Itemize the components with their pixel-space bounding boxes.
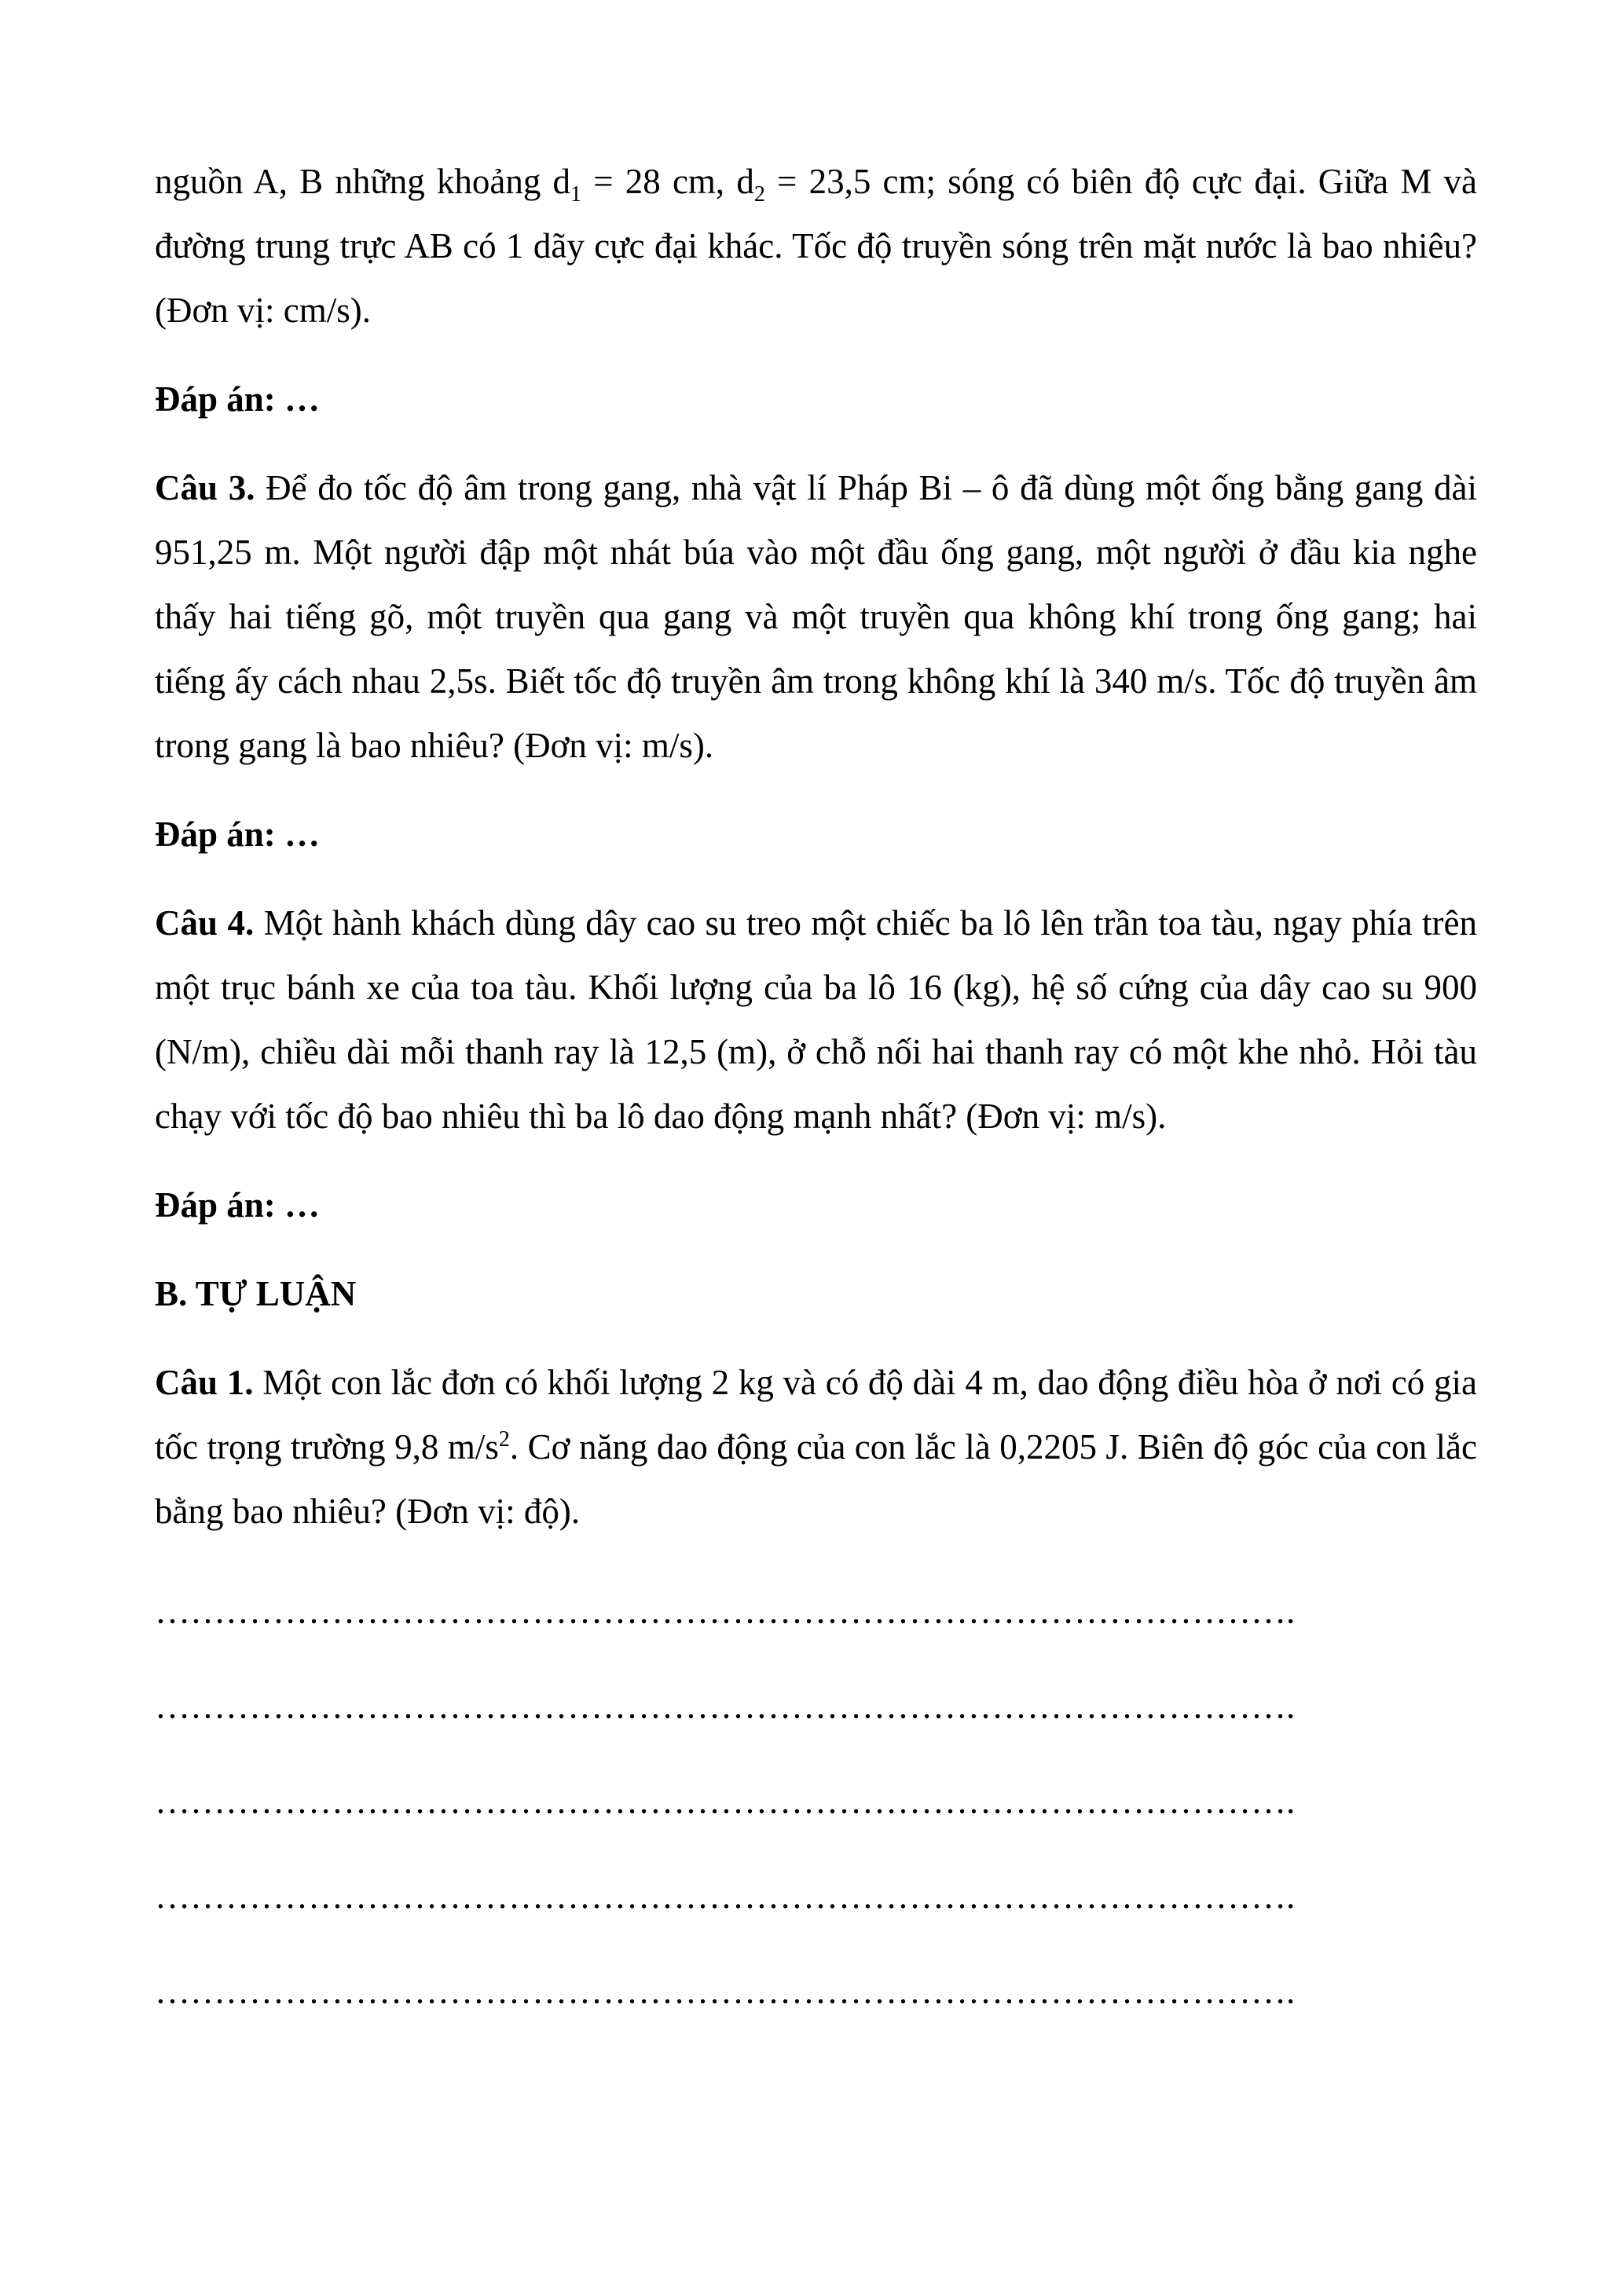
answer-line-q4: Đáp án: … bbox=[155, 1185, 321, 1225]
q2-text-a: nguồn A, B những khoảng d bbox=[155, 162, 571, 201]
question-2-continuation bbox=[155, 149, 1477, 342]
question-3 bbox=[155, 456, 1477, 778]
answer-dot-line-3: ……………………………………………………………………………………. bbox=[155, 1782, 1296, 1821]
question-4-text: Một hành khách dùng dây cao su treo một chiếc ba lô lên trần toa tàu, ngay phía trên một trục bánh xe của toa tàu. Khối lượng của ba lô 16 (kg), hệ số cứng của dây cao su 900 (N/m), chiều dài mỗi thanh ray là 12,5 (m), ở chỗ nối hai thanh ray có một khe nhỏ. Hỏi tàu chạy với tốc độ bao nhiêu thì ba lô dao động mạnh nhất? (Đơn vị: m/s). bbox=[155, 903, 1477, 1136]
question-3-label: Câu 3. bbox=[155, 468, 255, 507]
question-4-label: Câu 4. bbox=[155, 903, 255, 943]
answer-dot-line-4: ……………………………………………………………………………………. bbox=[155, 1877, 1296, 1916]
answer-line-q2: Đáp án: … bbox=[155, 379, 321, 419]
essay-question-1-label: Câu 1. bbox=[155, 1363, 254, 1402]
squared-superscript: 2 bbox=[498, 1427, 510, 1452]
q2-text-c: = 23,5 cm; sóng có biên độ cực đại. Giữa M và đường trung trực AB có 1 dãy cực đại khác. Tốc độ truyền sóng trên mặt nước là bao nhiêu? (Đơn vị: cm/s). bbox=[155, 162, 1477, 330]
answer-dot-line-1: ……………………………………………………………………………………. bbox=[155, 1591, 1296, 1631]
essay-question-1 bbox=[155, 1350, 1477, 1543]
section-b-title: B. TỰ LUẬN bbox=[155, 1274, 357, 1313]
answer-dot-line-2: ……………………………………………………………………………………. bbox=[155, 1686, 1296, 1726]
question-4 bbox=[155, 891, 1477, 1148]
document-page bbox=[155, 149, 1477, 2039]
essay-question-1-text-a: Một con lắc đơn có khối lượng 2 kg và có độ dài 4 m, dao động điều hòa ở nơi có gia tốc trọng trường 9,8 m/s bbox=[155, 1363, 1477, 1467]
d2-subscript: 2 bbox=[753, 182, 765, 207]
essay-question-1-text-b: . Cơ năng dao động của con lắc là 0,2205 J. Biên độ góc của con lắc bằng bao nhiêu? (Đơn vị: độ). bbox=[155, 1427, 1477, 1531]
d1-subscript: 1 bbox=[570, 182, 582, 207]
q2-text-b: = 28 cm, d bbox=[581, 162, 754, 201]
question-3-text: Để đo tốc độ âm trong gang, nhà vật lí Pháp Bi – ô đã dùng một ống bằng gang dài 951,25 m. Một người đập một nhát búa vào một đầu ống gang, một người ở đầu kia nghe thấy hai tiếng gõ, một truyền qua gang và một truyền qua không khí trong ống gang; hai tiếng ấy cách nhau 2,5s. Biết tốc độ truyền âm trong không khí là 340 m/s. Tốc độ truyền âm trong gang là bao nhiêu? (Đơn vị: m/s). bbox=[155, 468, 1477, 765]
answer-dot-line-5: ……………………………………………………………………………………. bbox=[155, 1972, 1296, 2011]
answer-line-q3: Đáp án: … bbox=[155, 815, 321, 854]
